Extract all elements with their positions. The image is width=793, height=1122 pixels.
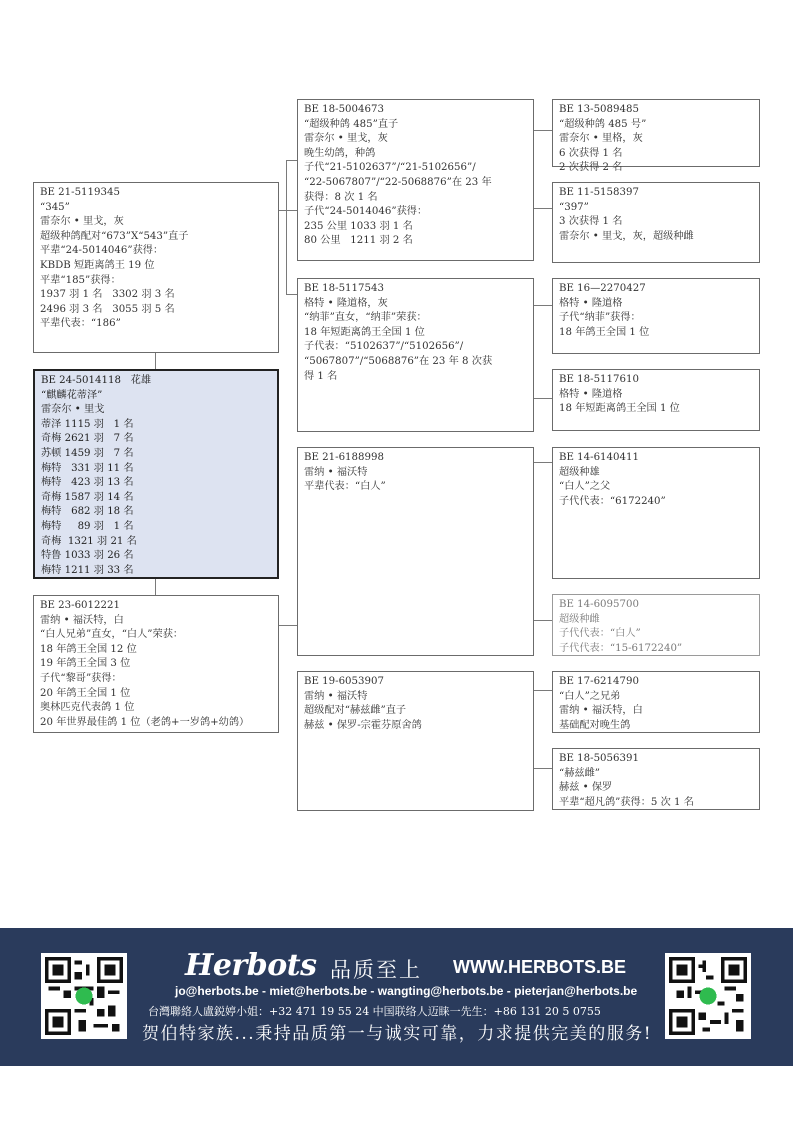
pedigree-line: 梅特 682 羽 18 名 — [41, 506, 134, 518]
pedigree-line: 子代“纳菲”获得： — [559, 312, 641, 324]
pedigree-line: “白人”之父 — [559, 481, 611, 493]
pedigree-line: “纳菲”直女，“纳菲”荣获： — [304, 312, 427, 324]
connector-line — [286, 160, 287, 295]
pedigree-line: 蒂泽 1115 羽 1 名 — [41, 418, 134, 430]
dam-dam-box — [297, 671, 534, 811]
pedigree-line: 235 公里 1033 羽 1 名 — [304, 220, 413, 232]
contact-phones: 台灣聯絡人盧鋭婷小姐：+32 471 19 55 24 中国联络人迈睐一先生：+86 131 20 5 0755 — [148, 1005, 601, 1018]
website-link[interactable]: WWW.HERBOTS.BE — [453, 957, 626, 977]
pedigree-line: BE 18-5117610 — [559, 374, 639, 385]
pedigree-line: 1937 羽 1 名 3302 羽 3 名 — [40, 289, 175, 301]
pedigree-line: 晚生幼鸽，种鸽 — [304, 147, 376, 159]
pedigree-line: BE 16—2270427 — [559, 283, 646, 294]
connector-line — [533, 462, 553, 463]
sire-dam-sire-box — [552, 278, 760, 354]
pedigree-line: 格特 • 隆道格 — [559, 297, 623, 309]
pedigree-line: 子代“21-5102637”/“21-5102656”/ — [304, 162, 476, 174]
pedigree-line: BE 18-5117543 — [304, 283, 384, 294]
pedigree-line: BE 23-6012221 — [40, 600, 120, 611]
pedigree-line: 平辈“超凡鸽”获得：5 次 1 名 — [559, 796, 694, 808]
pedigree-line: 子代代表：“15-6172240” — [559, 642, 683, 654]
pedigree-line: KBDB 短距离鸽王 19 位 — [40, 259, 155, 271]
connector-line — [533, 305, 553, 306]
dam-box — [33, 595, 279, 733]
connector-line — [278, 625, 298, 626]
slogan: 品质至上 — [330, 958, 422, 982]
pedigree-line: 子代代表：“6172240” — [559, 495, 666, 507]
pedigree-line: BE 17-6214790 — [559, 676, 639, 687]
pedigree-line: BE 18-5004673 — [304, 104, 384, 115]
email-addresses[interactable]: jo@herbots.be - miet@herbots.be - wangting@herbots.be - pieterjan@herbots.be — [175, 984, 638, 998]
pedigree-line: 超级种鸽配对“673”X“543”直子 — [40, 230, 189, 242]
pedigree-line: BE 14-6095700 — [559, 599, 639, 610]
pedigree-line: 2496 羽 3 名 3055 羽 5 名 — [40, 303, 175, 315]
wechat-qr-code-icon — [665, 953, 751, 1039]
connector-line — [533, 620, 553, 621]
pedigree-line: 梅特 1211 羽 33 名 — [41, 564, 134, 576]
pedigree-line: 赫兹 • 保罗-宗霍芬原舍鸽 — [304, 719, 422, 731]
pedigree-line: “赫兹雌” — [559, 767, 600, 779]
dam-sire-box — [297, 447, 534, 656]
pedigree-line: 3 次获得 1 名 — [559, 216, 623, 228]
pedigree-line: 奇梅 1321 羽 21 名 — [41, 535, 137, 547]
pedigree-line: 雷纳 • 福沃特，白 — [559, 705, 643, 717]
pedigree-line: “白人”之兄弟 — [559, 690, 621, 702]
pedigree-line: 梅特 423 羽 13 名 — [41, 477, 134, 489]
pedigree-line: 超级配对“赫兹雌”直子 — [304, 705, 407, 717]
dam-dam-dam-box — [552, 748, 760, 810]
pedigree-line: 子代“24-5014046”获得： — [304, 206, 428, 218]
herbots-logo: Herbots — [185, 948, 317, 983]
pedigree-line: BE 19-6053907 — [304, 676, 384, 687]
connector-line — [533, 208, 553, 209]
dam-sire-dam-box — [552, 594, 760, 656]
pedigree-line: 平辈代表：“白人” — [304, 481, 386, 493]
pedigree-line: 梅特 89 羽 1 名 — [41, 520, 134, 532]
pedigree-line: 奇梅 1587 羽 14 名 — [41, 491, 134, 503]
brand-header — [170, 948, 630, 988]
qr-code-icon — [41, 953, 127, 1039]
sire-sire-box — [297, 99, 534, 261]
pedigree-line: BE 18-5056391 — [559, 753, 639, 764]
pedigree-line: 平辈代表：“186” — [40, 318, 121, 330]
pedigree-line: 子代“黎哥”获得： — [40, 672, 122, 684]
subject-pigeon-box — [33, 369, 279, 579]
pedigree-line: 20 年世界最佳鸽 1 位（老鸽+一岁鸽+幼鸽） — [40, 716, 250, 728]
pedigree-line: BE 21-6188998 — [304, 452, 384, 463]
pedigree-line: BE 13-5089485 — [559, 104, 639, 115]
connector-line — [533, 690, 553, 691]
pedigree-line: “白人兄弟”直女，“白人”荣获： — [40, 629, 184, 641]
pedigree-line: “345” — [40, 201, 70, 213]
pedigree-line: 80 公里 1211 羽 2 名 — [304, 235, 413, 247]
pedigree-line: 赫兹 • 保罗 — [559, 782, 613, 794]
pedigree-line: “397” — [559, 201, 589, 213]
dam-sire-sire-box — [552, 447, 760, 579]
pedigree-line: 雷纳 • 福沃特，白 — [40, 614, 124, 626]
pedigree-line: 得 1 名 — [304, 370, 338, 382]
connector-line — [533, 130, 553, 131]
pedigree-line: 20 年鸽王全国 1 位 — [40, 687, 131, 699]
sire-sire-sire-box — [552, 99, 760, 174]
sire-dam-box — [297, 278, 534, 432]
pedigree-line: BE 24-5014118 花雄 — [41, 375, 152, 386]
sire-sire-dam-box — [552, 182, 760, 263]
pedigree-line: 超级种雌 — [559, 613, 600, 625]
pedigree-line: “麒麟花蒂泽” — [41, 389, 103, 401]
pedigree-line: 子代表：“5102637”/“5102656”/ — [304, 341, 464, 353]
pedigree-line: 18 年鸽王全国 1 位 — [559, 326, 650, 338]
connector-line — [533, 768, 553, 769]
pedigree-line: 超级种雄 — [559, 466, 600, 478]
pedigree-line: 获得：8 次 1 名 — [304, 191, 378, 203]
pedigree-line: 雷奈尔 • 里格，灰 — [559, 133, 643, 145]
pedigree-line: “5067807”/“5068876”在 23 年 8 次获 — [304, 355, 493, 367]
pedigree-line: 基础配对晚生鸽 — [559, 719, 631, 731]
connector-line — [155, 578, 156, 596]
pedigree-line: BE 14-6140411 — [559, 452, 639, 463]
pedigree-line: “超级种鸽 485 号” — [559, 118, 647, 130]
pedigree-line: 苏顿 1459 羽 7 名 — [41, 447, 134, 459]
dam-dam-sire-box — [552, 671, 760, 733]
pedigree-line: 雷纳 • 福沃特 — [304, 690, 368, 702]
pedigree-line: 雷纳 • 福沃特 — [304, 466, 368, 478]
pedigree-line: 梅特 331 羽 11 名 — [41, 462, 134, 474]
pedigree-line: 格特 • 隆道格 — [559, 388, 623, 400]
connector-line — [533, 398, 553, 399]
pedigree-line: 18 年短距离鸽王全国 1 位 — [559, 403, 680, 415]
pedigree-line: 18 年鸽王全国 12 位 — [40, 643, 137, 655]
sire-box — [33, 182, 279, 353]
pedigree-line: 平辈“185”获得： — [40, 274, 121, 286]
pedigree-line: 18 年短距离鸽王全国 1 位 — [304, 326, 425, 338]
pedigree-line: 19 年鸽王全国 3 位 — [40, 658, 131, 670]
pedigree-line: 雷奈尔 • 里戈，灰，超级种雌 — [559, 230, 694, 242]
pedigree-line: “超级种鸽 485”直子 — [304, 118, 399, 130]
pedigree-line: “22-5067807”/“22-5068876”在 23 年 — [304, 176, 492, 188]
pedigree-line: BE 11-5158397 — [559, 187, 639, 198]
pedigree-line: 子代代表：“白人” — [559, 628, 641, 640]
footer-banner — [0, 928, 793, 1066]
pedigree-line: BE 21-5119345 — [40, 187, 120, 198]
pedigree-line: 奥林匹克代表鸽 1 位 — [40, 702, 135, 714]
pedigree-line: 雷奈尔 • 里戈，灰 — [40, 216, 124, 228]
pedigree-line: 雷奈尔 • 里戈 — [41, 404, 105, 416]
pedigree-line: 平辈“24-5014046”获得： — [40, 245, 164, 257]
pedigree-line: 2 次获得 2 名 — [559, 162, 623, 174]
pedigree-line: 6 次获得 1 名 — [559, 147, 623, 159]
sire-dam-dam-box — [552, 369, 760, 431]
pedigree-line: 格特 • 隆道格，灰 — [304, 297, 388, 309]
connector-line — [278, 210, 298, 211]
connector-line — [155, 352, 156, 370]
pedigree-line: 奇梅 2621 羽 7 名 — [41, 433, 134, 445]
company-motto: 贺伯特家族...秉持品质第一与诚实可靠，力求提供完美的服务! — [142, 1024, 653, 1044]
pedigree-line: 特鲁 1033 羽 26 名 — [41, 550, 134, 562]
pedigree-line: 雷奈尔 • 里戈，灰 — [304, 133, 388, 145]
